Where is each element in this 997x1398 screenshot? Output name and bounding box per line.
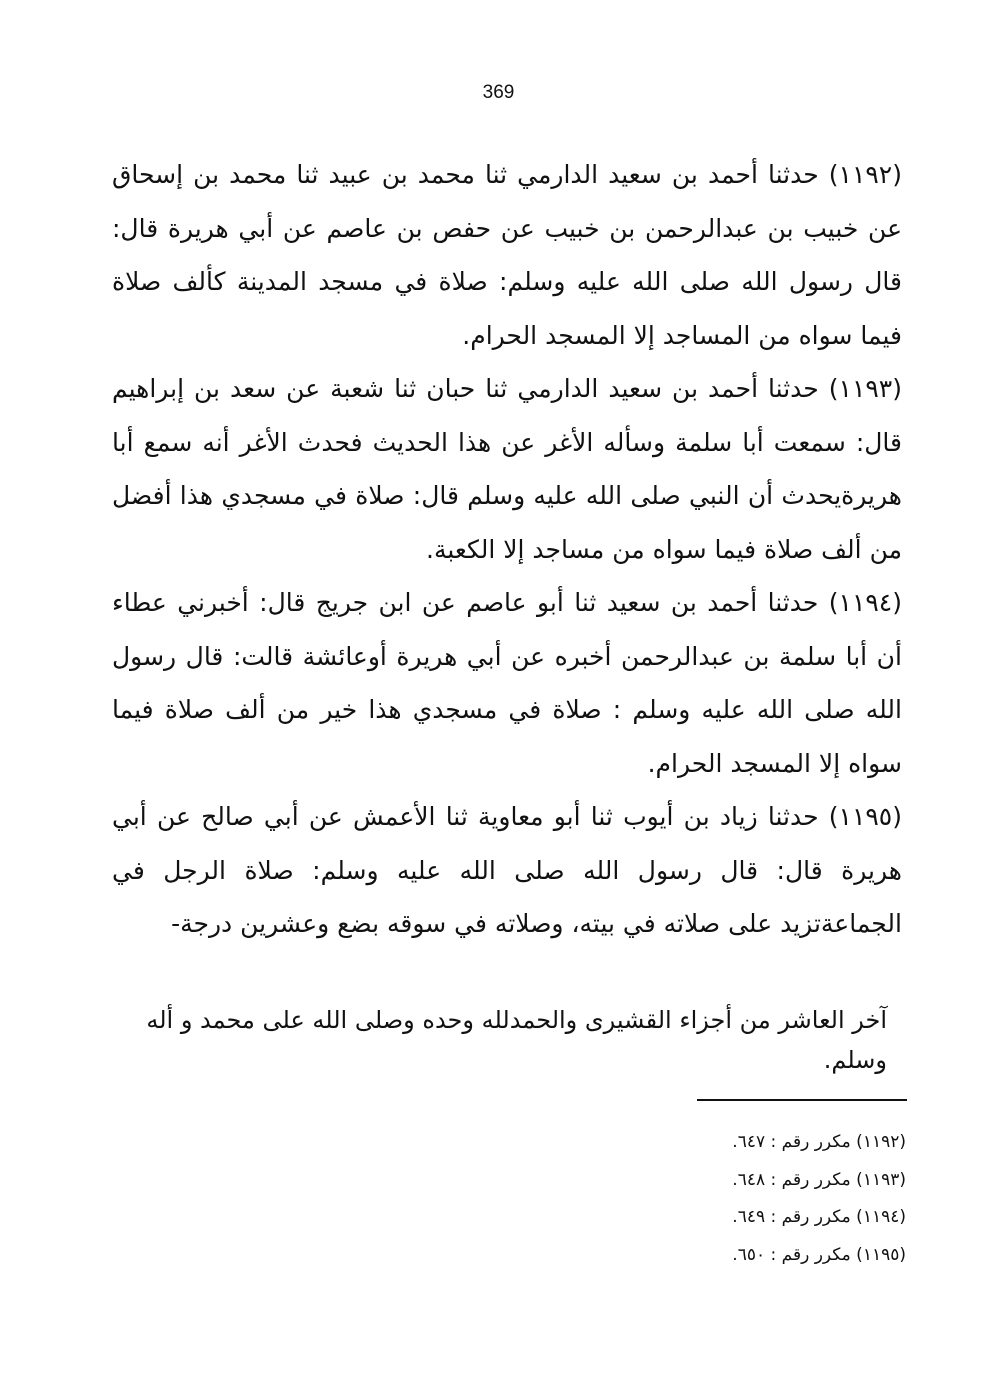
footnote-1192: (١١٩٢) مكرر رقم : ٦٤٧.: [732, 1132, 906, 1152]
hadith-paragraph-1193: (١١٩٣) حدثنا أحمد بن سعيد الدارمي ثنا حبان ثنا شعبة عن سعد بن إبراهيم قال: سمعت أبا سلمة وسأله الأغر عن هذا الحديث فحدث الأغر أنه سمع أبا هريرةيحدث أن النبي صلى الله عليه وسلم قال: صلاة في مسجدي هذا أفضل من ألف صلاة فيما سواه من مساجد إلا الكعبة.: [112, 374, 902, 564]
closing-colophon: آخر العاشر من أجزاء القشيرى والحمدلله وحده وصلى الله على محمد و أله وسلم.: [146, 1006, 887, 1074]
footnote-1194: (١١٩٤) مكرر رقم : ٦٤٩.: [732, 1207, 906, 1227]
hadith-paragraph-1194: (١١٩٤) حدثنا أحمد بن سعيد ثنا أبو عاصم عن ابن جريج قال: أخبرني عطاء أن أبا سلمة بن عبدالرحمن أخبره عن أبي هريرة أوعائشة قالت: قال رسول الله صلى الله عليه وسلم : صلاة في مسجدي هذا خير من ألف صلاة فيما سواه إلا المسجد الحرام.: [112, 588, 902, 778]
footnote-divider: [697, 1099, 907, 1101]
hadith-paragraph-1192: (١١٩٢) حدثنا أحمد بن سعيد الدارمي ثنا محمد بن عبيد ثنا محمد بن إسحاق عن خبيب بن عبدالرحمن بن خبيب عن حفص بن عاصم عن أبي هريرة قال: قال رسول الله صلى الله عليه وسلم: صلاة في مسجد المدينة كألف صلاة فيما سواه من المساجد إلا المسجد الحرام.: [112, 160, 902, 350]
page-number: 369: [482, 82, 515, 103]
hadith-paragraph-1195: (١١٩٥) حدثنا زياد بن أيوب ثنا أبو معاوية ثنا الأعمش عن أبي صالح عن أبي هريرة قال: قال رسول الله صلى الله عليه وسلم: صلاة الرجل في الجماعةتزيد على صلاته في بيته، وصلاته في سوقه بضع وعشرين درجة-: [112, 802, 902, 938]
hadith-body: [112, 148, 902, 951]
footnote-1193: (١١٩٣) مكرر رقم : ٦٤٨.: [732, 1169, 906, 1190]
footnote-1195: (١١٩٥) مكرر رقم : ٦٥٠.: [732, 1244, 906, 1265]
footnotes-list: [560, 1124, 906, 1274]
